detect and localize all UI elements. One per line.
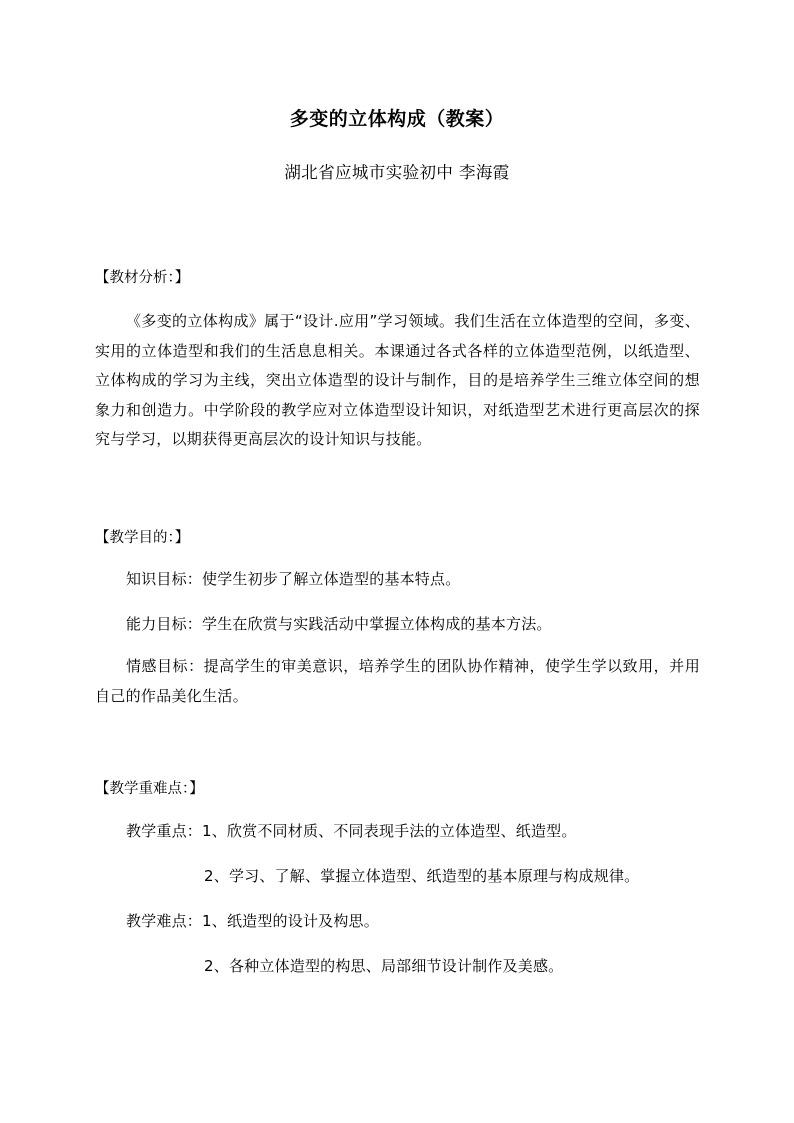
analysis-paragraph: 《多变的立体构成》属于“设计.应用”学习领域。我们生活在立体造型的空间，多变、实用的立体造型和我们的生活息息相关。本课通过各式各样的立体造型范例，以纸造型、立体构成的学习为主线，突出立体造型的设计与制作，目的是培养学生三维立体空间的想象力和创造力。中学阶段的教学应对立体造型设计知识，对纸造型艺术进行更高层次的探究与学习，以期获得更高层次的设计知识与技能。 bbox=[95, 312, 700, 448]
section-heading-analysis: 【教材分析：】 bbox=[95, 270, 190, 286]
teaching-difficulty-1: 教学难点：1、纸造型的设计及构思。 bbox=[126, 912, 379, 930]
objective-emotion: 情感目标：提高学生的审美意识，培养学生的团队协作精神，使学生学以致用，并用自己的作品美化生活。 bbox=[95, 657, 700, 705]
section-heading-objectives: 【教学目的：】 bbox=[95, 530, 190, 546]
section-heading-key-points: 【教学重难点：】 bbox=[95, 781, 204, 797]
teaching-difficulty-2: 2、各种立体造型的构思、局部细节设计制作及美感。 bbox=[204, 957, 564, 975]
objective-knowledge: 知识目标：使学生初步了解立体造型的基本特点。 bbox=[126, 570, 461, 588]
teaching-focus-2: 2、学习、了解、掌握立体造型、纸造型的基本原理与构成规律。 bbox=[204, 867, 640, 885]
teaching-focus-1: 教学重点：1、欣赏不同材质、不同表现手法的立体造型、纸造型。 bbox=[126, 822, 577, 840]
objective-ability: 能力目标：学生在欣赏与实践活动中掌握立体构成的基本方法。 bbox=[126, 615, 552, 633]
author-line: 湖北省应城市实验初中 李海霞 bbox=[284, 163, 510, 182]
document-title: 多变的立体构成（教案） bbox=[289, 108, 505, 130]
